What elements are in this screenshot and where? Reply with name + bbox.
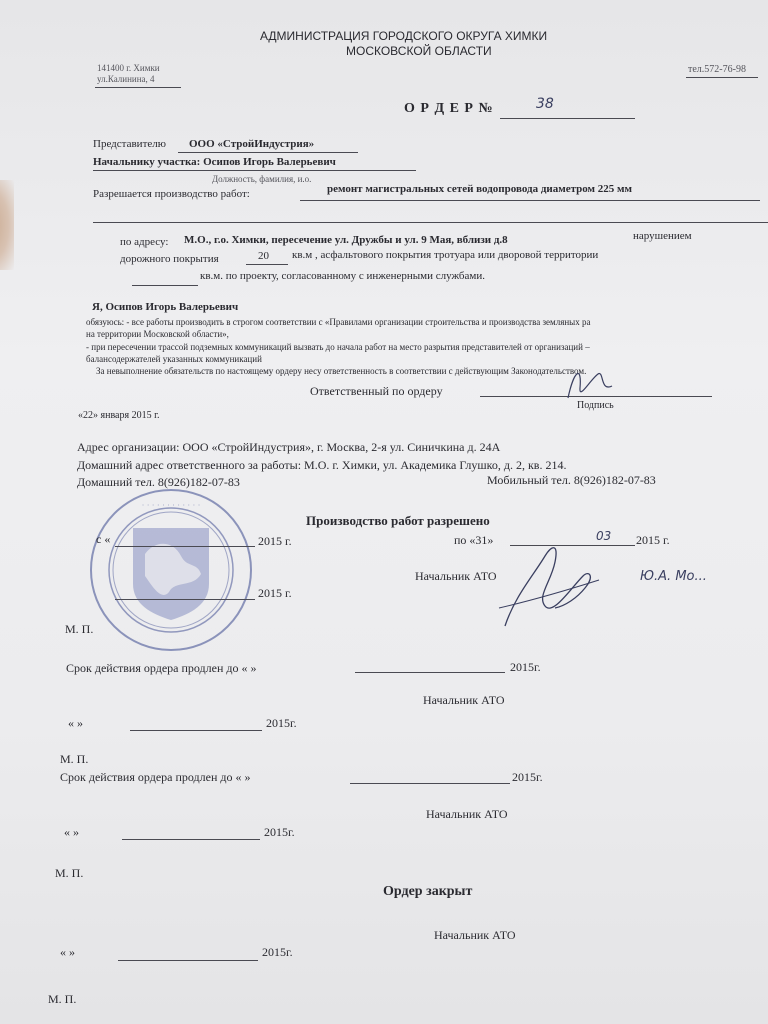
area2-rule bbox=[132, 285, 198, 286]
permission-heading: Производство работ разрешено bbox=[306, 513, 490, 528]
rep-value: ООО «СтройИндустрия» bbox=[189, 138, 315, 150]
responsible-label: Ответственный по ордеру bbox=[310, 384, 443, 398]
blank-rule-1 bbox=[93, 222, 768, 223]
closure-date-rule bbox=[118, 960, 258, 961]
chief-signature-icon bbox=[495, 536, 605, 636]
admin-title-line1: АДМИНИСТРАЦИЯ ГОРОДСКОГО ОКРУГА ХИМКИ bbox=[260, 29, 548, 43]
permission-to-year: 2015 г. bbox=[636, 533, 670, 547]
extension2-date-year: 2015г. bbox=[264, 825, 295, 839]
header-right-rule bbox=[686, 77, 758, 78]
obligation-line4: балансодержателей указанных коммуникаций bbox=[86, 354, 262, 364]
rep-label: Представителю bbox=[93, 138, 166, 150]
extension1-chief: Начальник АТО bbox=[423, 693, 505, 707]
permission-date-year: 2015 г. bbox=[258, 586, 292, 600]
permission-date-rule bbox=[115, 599, 255, 600]
extension2-chief: Начальник АТО bbox=[426, 807, 508, 821]
chief-line: Начальнику участка: Осипов Игорь Валерьевич bbox=[93, 156, 336, 168]
address-line2-start: дорожного покрытия bbox=[120, 253, 219, 265]
header-left-rule bbox=[95, 87, 181, 88]
admin-address-line2: ул.Калинина, 4 bbox=[97, 74, 155, 84]
order-number-rule bbox=[500, 118, 635, 119]
address-line2-end: кв.м , асфальтового покрытия тротуара или дворовой территории bbox=[292, 249, 599, 261]
order-number: 38 bbox=[536, 96, 554, 112]
extension1-mp: М. П. bbox=[60, 752, 89, 766]
closure-date: « » bbox=[60, 945, 75, 959]
home-address: Домашний адрес ответственного за работы: М.О. г. Химки, ул. Академика Глушко, д. 2, кв. 214. bbox=[77, 458, 567, 472]
extension2-mp: М. П. bbox=[55, 866, 84, 880]
allowed-value: ремонт магистральных сетей водопровода диаметром 225 мм bbox=[327, 183, 633, 195]
extension2-date: « » bbox=[64, 825, 79, 839]
signature-caption: Подпись bbox=[577, 400, 614, 411]
mobile-phone: Мобильный тел. 8(926)182-07-83 bbox=[487, 473, 656, 487]
closure-chief: Начальник АТО bbox=[434, 928, 516, 942]
home-phone: Домашний тел. 8(926)182-07-83 bbox=[77, 475, 240, 489]
org-address: Адрес организации: ООО «СтройИндустрия», г. Москва, 2-я ул. Синичкина д. 24А bbox=[77, 440, 501, 454]
extension1-label: Срок действия ордера продлен до « » bbox=[66, 661, 257, 675]
permission-from-label: с « bbox=[96, 532, 111, 546]
address-label: по адресу: bbox=[120, 236, 169, 248]
obligation-line2: на территории Московской области», bbox=[86, 329, 229, 339]
allowed-label: Разрешается производство работ: bbox=[93, 188, 250, 200]
admin-address-line1: 141400 г. Химки bbox=[97, 63, 160, 73]
extension2-year: 2015г. bbox=[512, 770, 543, 784]
address-tail: нарушением bbox=[633, 230, 692, 242]
obligation-name: Я, Осипов Игорь Валерьевич bbox=[92, 301, 239, 313]
extension2-label: Срок действия ордера продлен до « » bbox=[60, 770, 251, 784]
permission-from-rule bbox=[115, 546, 255, 547]
responsible-signature-icon bbox=[560, 360, 620, 405]
area-value: 20 bbox=[258, 250, 269, 262]
rep-rule bbox=[178, 152, 358, 153]
permission-mp: М. П. bbox=[65, 622, 94, 636]
extension1-date: « » bbox=[68, 716, 83, 730]
extension2-date-rule bbox=[122, 839, 260, 840]
area-rule bbox=[246, 264, 288, 265]
extension1-year: 2015г. bbox=[510, 660, 541, 674]
address-value: М.О., г.о. Химки, пересечение ул. Дружбы и ул. 9 Мая, вблизи д.8 bbox=[184, 234, 508, 246]
official-seal-icon bbox=[85, 484, 257, 656]
admin-title-line2: МОСКОВСКОЙ ОБЛАСТИ bbox=[346, 44, 492, 58]
permission-to-label: по «31» bbox=[454, 533, 494, 547]
admin-phone: тел.572-76-98 bbox=[688, 64, 746, 75]
order-title: О Р Д Е Р № bbox=[404, 101, 494, 116]
extension1-date-rule bbox=[130, 730, 262, 731]
obligation-line1: обязуюсь: - все работы производить в строгом соответствии с «Правилами организации строительства и производства земляных ра bbox=[86, 317, 591, 327]
obligation-line3: - при пересечении трассой подземных коммуникаций вызвать до начала работ на место разрытия представителей от организаций – bbox=[86, 342, 590, 352]
closure-mp: М. П. bbox=[48, 992, 77, 1006]
svg-text:· · · · · · · · · · · ·: · · · · · · · · · · · · bbox=[141, 501, 201, 510]
closure-date-year: 2015г. bbox=[262, 945, 293, 959]
position-caption: Должность, фамилия, и.о. bbox=[212, 174, 312, 184]
obligation-line5: За невыполнение обязательств по настоящему ордеру несу ответственность в соответствии с действующим Законодательством. bbox=[96, 366, 587, 376]
extension1-rule bbox=[355, 672, 505, 673]
permission-to-month: 03 bbox=[596, 529, 612, 543]
obligation-date: «22» января 2015 г. bbox=[78, 410, 160, 421]
chief-rule bbox=[93, 170, 416, 171]
permission-from-year: 2015 г. bbox=[258, 534, 292, 548]
extension2-rule bbox=[350, 783, 510, 784]
chief-signature-name: Ю.А. Мо... bbox=[640, 569, 707, 584]
permission-chief-label: Начальник АТО bbox=[415, 569, 497, 583]
closure-heading: Ордер закрыт bbox=[383, 884, 473, 899]
extension1-date-year: 2015г. bbox=[266, 716, 297, 730]
address-line3-end: кв.м. по проекту, согласованному с инженерными службами. bbox=[200, 270, 485, 282]
allowed-rule bbox=[300, 200, 760, 201]
